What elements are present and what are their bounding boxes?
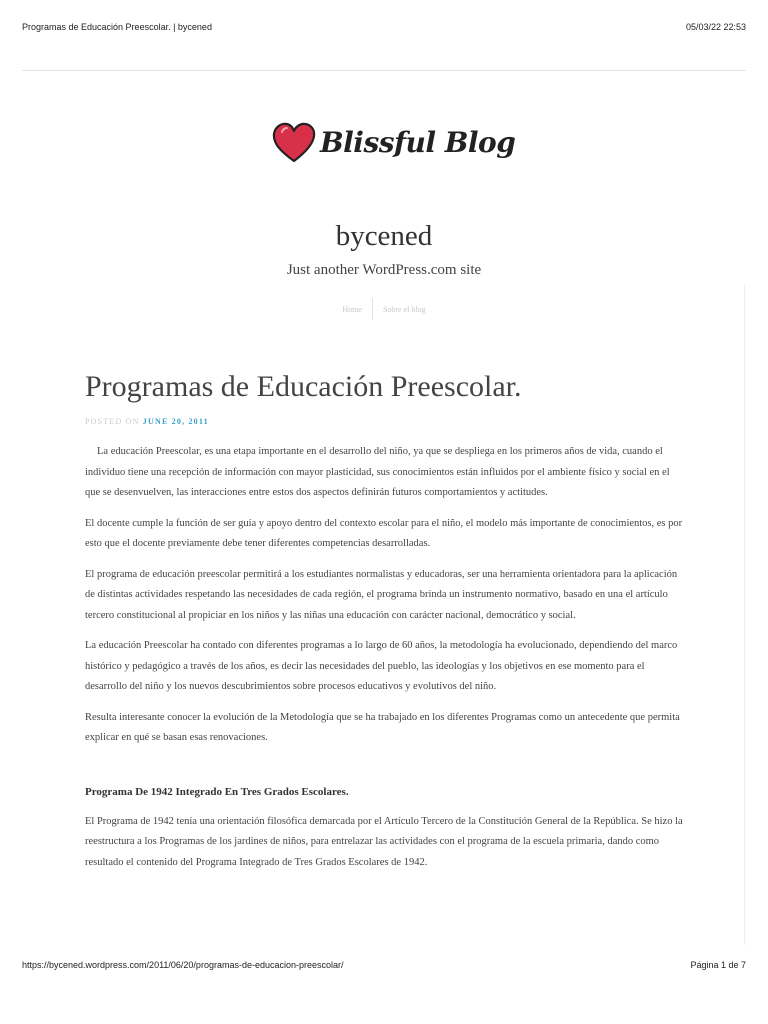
paragraph: El programa de educación preescolar permitirá a los estudiantes normalistas y educadoras, ser una herramienta orientadora para la aplicación de distintas actividades respetando las necesidades de cada región, el programa brinda un instrumento normativo, basado en una el artículo tercero constitucional al propiciar en los niños y las niñas una educación con carácter nacional, democrático y social.: [85, 568, 678, 621]
paragraph: Resulta interesante conocer la evolución de la Metodología que se ha trabajado en los diferentes Programas como un antecedente que permita explicar en qué se basan esas renovaciones.: [85, 711, 680, 743]
print-footer: [22, 960, 746, 970]
paragraph: La educación Preescolar ha contado con diferentes programas a lo largo de 60 años, la metodología ha evolucionado, dependiendo del marco histórico y pedagógico a través de los años, es decir las necesidades del pueblo, las ideologías y los objetivos en ese momento para el desarrollo del niño y los nuevos descubrimientos sobre procesos educativos y evolutivos del niño.: [85, 640, 678, 692]
print-page-title: Programas de Educación Preescolar. | bycened: [22, 22, 212, 32]
post-date-link[interactable]: JUNE 20, 2011: [142, 417, 209, 426]
print-datetime: 05/03/22 22:53: [685, 22, 746, 32]
paragraph: La educación Preescolar, es una etapa importante en el desarrollo del niño, ya que se despliega en los primeros años de vida, cuando el individuo tiene una recepción de información con mayor plasticidad, sus conocimientos están influidos por el ambiente físico y social en el que se desenvuelven, las interacciones entre estos dos aspectos definirán futuros comportamientos y actitudes.: [85, 446, 670, 498]
content-border: [744, 285, 745, 945]
site-logo[interactable]: [270, 112, 516, 172]
top-divider: [22, 70, 746, 71]
print-url: https://bycened.wordpress.com/2011/06/20/programas-de-educacion-preescolar/: [22, 960, 344, 970]
post-meta: [85, 417, 209, 426]
site-description: Just another WordPress.com site: [286, 262, 482, 278]
nav-item-sobre-el-blog[interactable]: Sobre el blog: [382, 304, 426, 314]
paragraph: El docente cumple la función de ser guía y apoyo dentro del contexto escolar para el niño, el modelo más importante de conocimientos, es por esto que el docente previamente debe tener diferentes competencias desarrolladas.: [85, 517, 683, 549]
paragraph: El Programa de 1942 tenía una orientación filosófica demarcada por el Artículo Tercero de la Constitución General de la República. Se hizo la reestructura a los Programas de los jardines de niños, para entrelazar las actividades con el programa de la escuela primaria, dando como resultado el contenido del Programa Integrado de Tres Grados Escolares de 1942.: [85, 815, 683, 868]
nav-item-home[interactable]: Home: [342, 304, 362, 314]
print-header: [22, 22, 746, 32]
heart-icon: [270, 119, 318, 165]
logo-text: Blissful Blog: [320, 125, 516, 159]
main-nav: [0, 298, 768, 320]
section-heading: Programa De 1942 Integrado En Tres Grados Escolares.: [85, 785, 349, 798]
post-title[interactable]: Programas de Educación Preescolar.: [85, 370, 522, 403]
site-title[interactable]: bycened: [335, 220, 433, 252]
page-number: Página 1 de 7: [690, 960, 746, 970]
posted-on-label: POSTED ON: [85, 417, 140, 426]
post-content: [85, 442, 685, 883]
